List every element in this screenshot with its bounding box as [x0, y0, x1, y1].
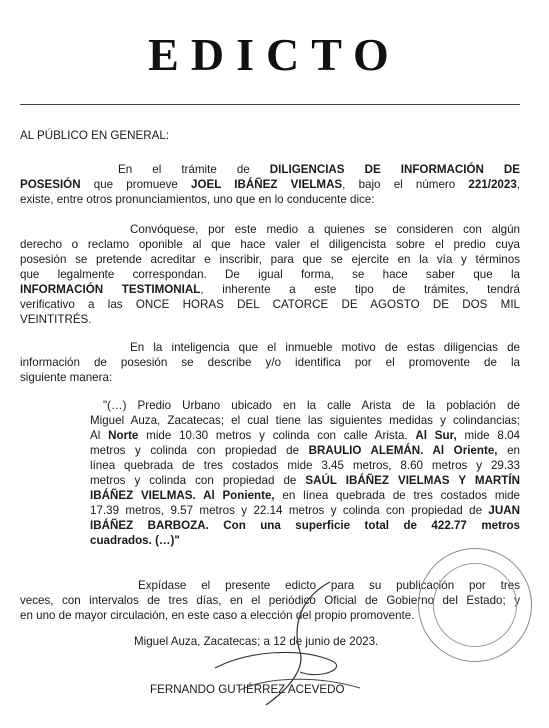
place-date: Miguel Auza, Zacatecas; a 12 de junio de 2023.	[134, 635, 379, 648]
document-title: EDICTO	[148, 29, 401, 80]
p4-line-10: cuadrados. (…)"	[90, 534, 180, 547]
p2-line-6: verificativo a las ONCE HORAS DEL CATORCE DE AGOSTO DE DOS MIL	[20, 298, 520, 311]
p3-line-2: información de posesión se describe y/o identifica por el promovente de la	[20, 356, 520, 369]
official-seal	[418, 548, 532, 662]
p4-line-4: metros y colinda con propiedad de BRAULIO ALEMÁN. Al Oriente, en	[90, 444, 520, 457]
p4-line-6: metros y colinda con propiedad de SAÚL IBÁÑEZ VIELMAS Y MARTÍN	[90, 474, 520, 487]
p2-line-5: INFORMACIÓN TESTIMONIAL, inherente a este tipo de trámites, tendrá	[20, 283, 520, 296]
p3-line-3: siguiente manera:	[20, 371, 113, 384]
p2-line-3: posesión se pretende acreditar e inscribir, para que se ejercite en la vía y términos	[20, 253, 520, 266]
p4-line-7: IBÁÑEZ VIELMAS. Al Poniente, en línea quebrada de tres costados mide	[90, 489, 520, 502]
addressee: AL PÚBLICO EN GENERAL:	[20, 129, 170, 142]
p3-line-1: En la inteligencia que el inmueble motivo de estas diligencias de	[130, 341, 520, 354]
p2-line-1: Convóquese, por este medio a quienes se consideren con algún	[130, 223, 520, 236]
p5-line-2: veces, con intervalos de tres días, en el periódico Oficial de Gobierno del Estado; y	[20, 594, 520, 607]
p2-line-4: que legalmente correspondan. De igual forma, se hace saber que la	[20, 268, 520, 281]
p1-line-3: existe, entre otros pronunciamientos, uno que en lo conducente dice:	[20, 193, 375, 206]
p4-line-1: "(…) Predio Urbano ubicado en la calle Arista de la población de	[103, 399, 520, 412]
p1-line-1: En el trámite de DILIGENCIAS DE INFORMACIÓN DE	[118, 163, 520, 176]
p4-line-8: 17.39 metros, 9.57 metros y 22.14 metros y colinda con propiedad de JUAN	[90, 504, 520, 517]
p5-line-1: Expídase el presente edicto para su publicación por tres	[138, 579, 520, 592]
signatory-name: FERNANDO GUTIÉRREZ ACEVEDO	[150, 683, 345, 696]
p4-line-2: Miguel Auza, Zacatecas; el cual tiene las siguientes medidas y colindancias;	[90, 414, 520, 427]
p2-line-7: VEINTITRÉS.	[20, 313, 92, 326]
p5-line-3: en uno de mayor circulación, en este caso a elección del propio promovente.	[20, 609, 415, 622]
p1-line-2: POSESIÓN que promueve JOEL IBÁÑEZ VIELMAS, bajo el número 221/2023,	[20, 178, 520, 191]
p4-line-3: Al Norte mide 10.30 metros y colinda con calle Arista. Al Sur, mide 8.04	[90, 429, 520, 442]
p4-line-9: IBÁÑEZ BARBOZA. Con una superficie total de 422.77 metros	[90, 519, 520, 532]
title-divider	[20, 104, 520, 105]
p2-line-2: derecho o reclamo oponible al que hace valer el diligencista sobre el predio cuya	[20, 238, 520, 251]
p4-line-5: línea quebrada de tres costados mide 3.45 metros, 8.60 metros y 29.33	[90, 459, 520, 472]
